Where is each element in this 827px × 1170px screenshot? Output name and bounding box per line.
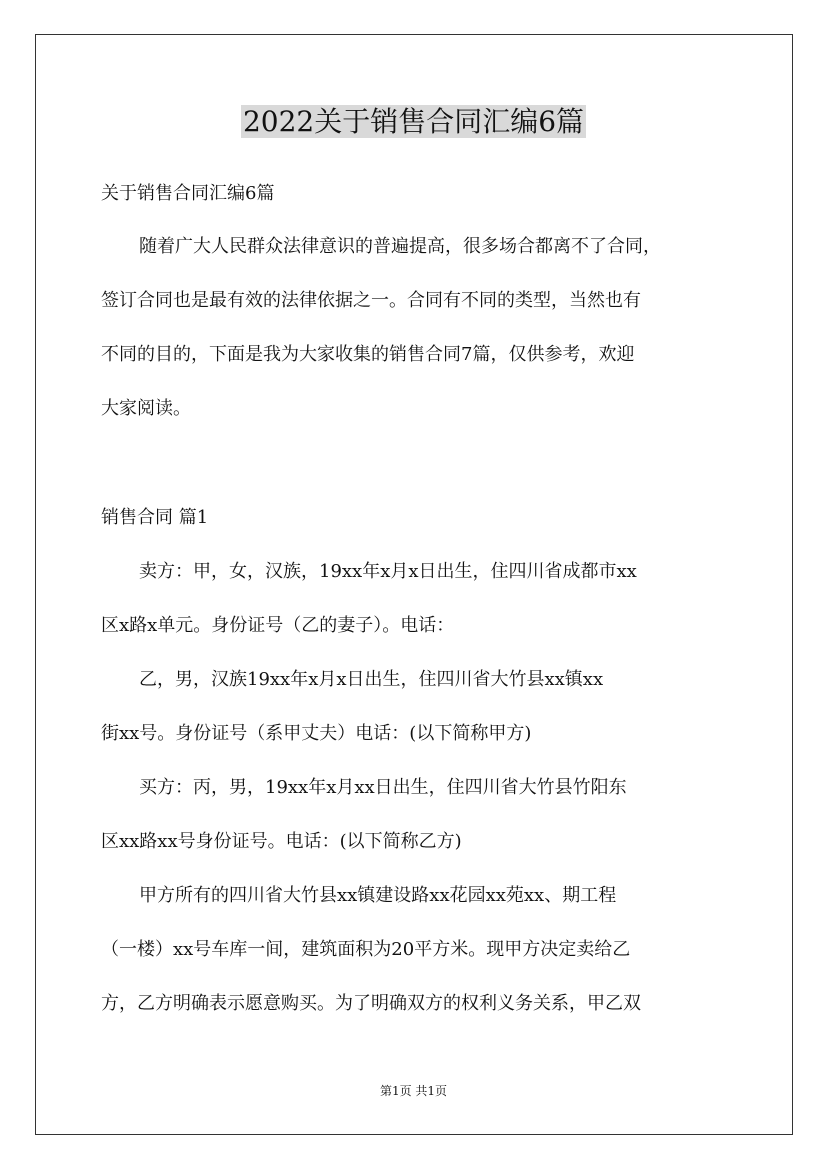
document-title: [0, 100, 827, 144]
document-title-text: 2022关于销售合同汇编6篇: [242, 105, 585, 138]
page-footer: 第1页 共1页: [379, 1084, 448, 1098]
section-body: [101, 545, 731, 1031]
document-subtitle: 关于销售合同汇编6篇: [101, 183, 275, 204]
intro-line: 不同的目的，下面是我为大家收集的销售合同7篇，仅供参考，欢迎: [101, 344, 635, 365]
intro-line: 随着广大人民群众法律意识的普遍提高，很多场合都离不了合同，: [139, 236, 661, 257]
seller-line: 卖方：甲，女，汉族，19xx年x月x日出生，住四川省成都市xx: [139, 561, 637, 582]
seller-line: 乙，男，汉族19xx年x月x日出生，住四川省大竹县xx镇xx: [139, 669, 604, 690]
intro-line: 签订合同也是最有效的法律依据之一。合同有不同的类型，当然也有: [101, 290, 641, 311]
property-line: （一楼）xx号车库一间，建筑面积为20平方米。现甲方决定卖给乙: [101, 939, 631, 960]
seller-line: 区x路x单元。身份证号（乙的妻子）。电话：: [101, 615, 455, 636]
property-line: 甲方所有的四川省大竹县xx镇建设路xx花园xx苑xx、期工程: [139, 885, 617, 906]
intro-paragraph: [101, 220, 731, 436]
section-heading: 销售合同 篇1: [101, 507, 209, 528]
intro-line: 大家阅读。: [101, 398, 191, 419]
property-line: 方，乙方明确表示愿意购买。为了明确双方的权利义务关系，甲乙双: [101, 993, 641, 1014]
seller-line: 街xx号。身份证号（系甲丈夫）电话：(以下简称甲方): [101, 723, 532, 744]
buyer-line: 区xx路xx号身份证号。电话：(以下简称乙方): [101, 831, 462, 852]
buyer-line: 买方：丙，男，19xx年x月xx日出生，住四川省大竹县竹阳东: [139, 777, 627, 798]
